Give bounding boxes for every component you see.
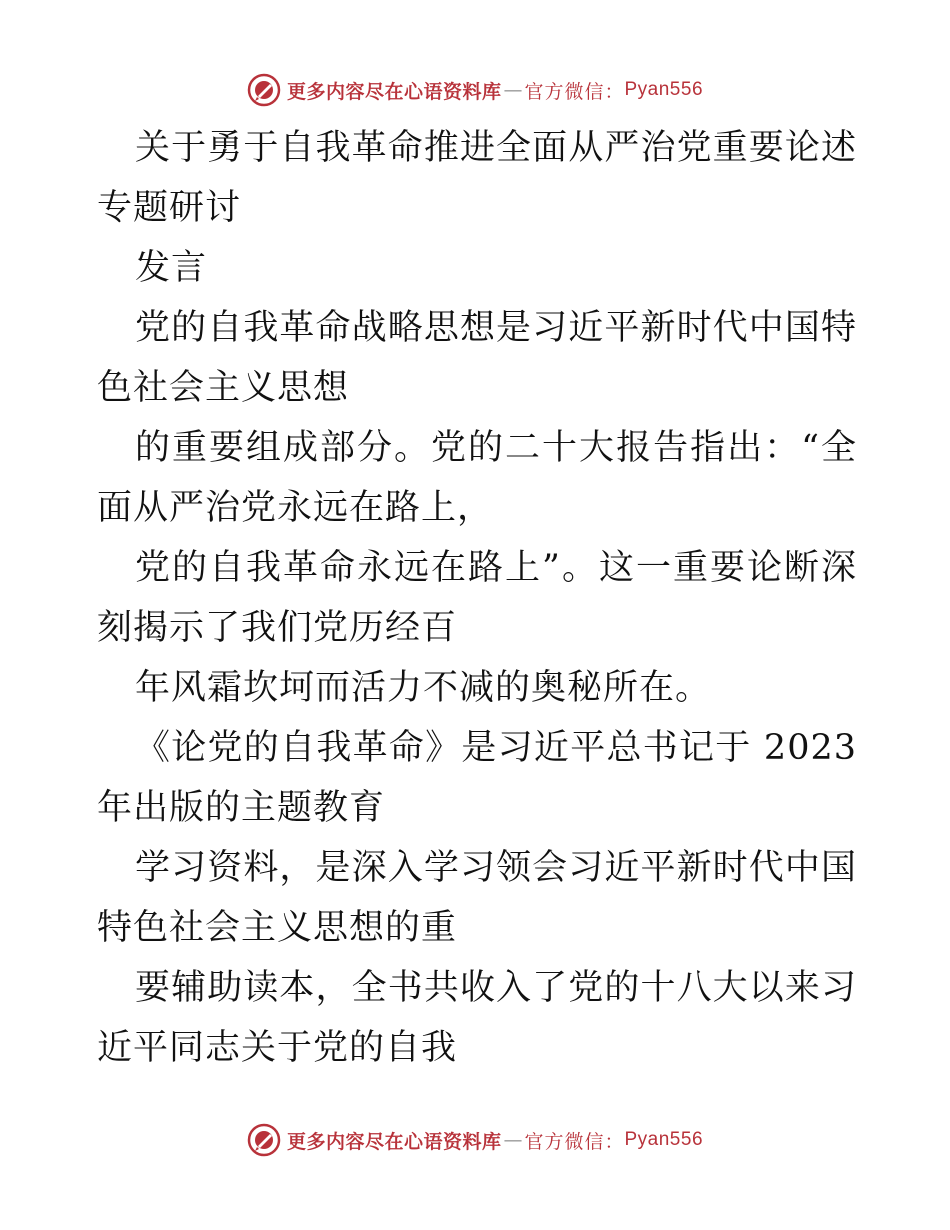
pen-logo-icon <box>247 73 281 107</box>
pen-logo-icon <box>247 1123 281 1157</box>
header-watermark <box>0 70 950 110</box>
watermark-wechat-label: 官方微信： <box>524 1130 625 1153</box>
paragraph: 的重要组成部分。党的二十大报告指出：“全面从严治党永远在路上， <box>97 428 857 528</box>
paragraph: 年风霜坎坷而活力不减的奥秘所在。 <box>135 668 712 708</box>
paragraph: 党的自我革命战略思想是习近平新时代中国特色社会主义思想 <box>97 308 857 408</box>
paragraph: 《论党的自我革命》是习近平总书记于 2023 年出版的主题教育 <box>97 728 857 828</box>
paragraph: 党的自我革命永远在路上”。这一重要论断深刻揭示了我们党历经百 <box>97 548 857 648</box>
paragraph: 要辅助读本，全书共收入了党的十八大以来习近平同志关于党的自我 <box>97 968 857 1068</box>
watermark-separator: — <box>503 79 523 101</box>
watermark-separator: — <box>503 1129 523 1151</box>
paragraph: 关于勇于自我革命推进全面从严治党重要论述专题研讨 <box>97 128 857 228</box>
watermark-wechat-label: 官方微信： <box>524 80 625 103</box>
document-body <box>97 118 857 1078</box>
watermark-wechat-id: Pyan556 <box>624 1129 704 1150</box>
paragraph: 发言 <box>135 248 208 288</box>
watermark-text: 更多内容尽在心语资料库 <box>286 80 502 103</box>
watermark-wechat-id: Pyan556 <box>624 79 704 100</box>
paragraph: 学习资料，是深入学习领会习近平新时代中国特色社会主义思想的重 <box>97 848 857 948</box>
footer-watermark <box>0 1120 950 1160</box>
watermark-text: 更多内容尽在心语资料库 <box>286 1130 502 1153</box>
